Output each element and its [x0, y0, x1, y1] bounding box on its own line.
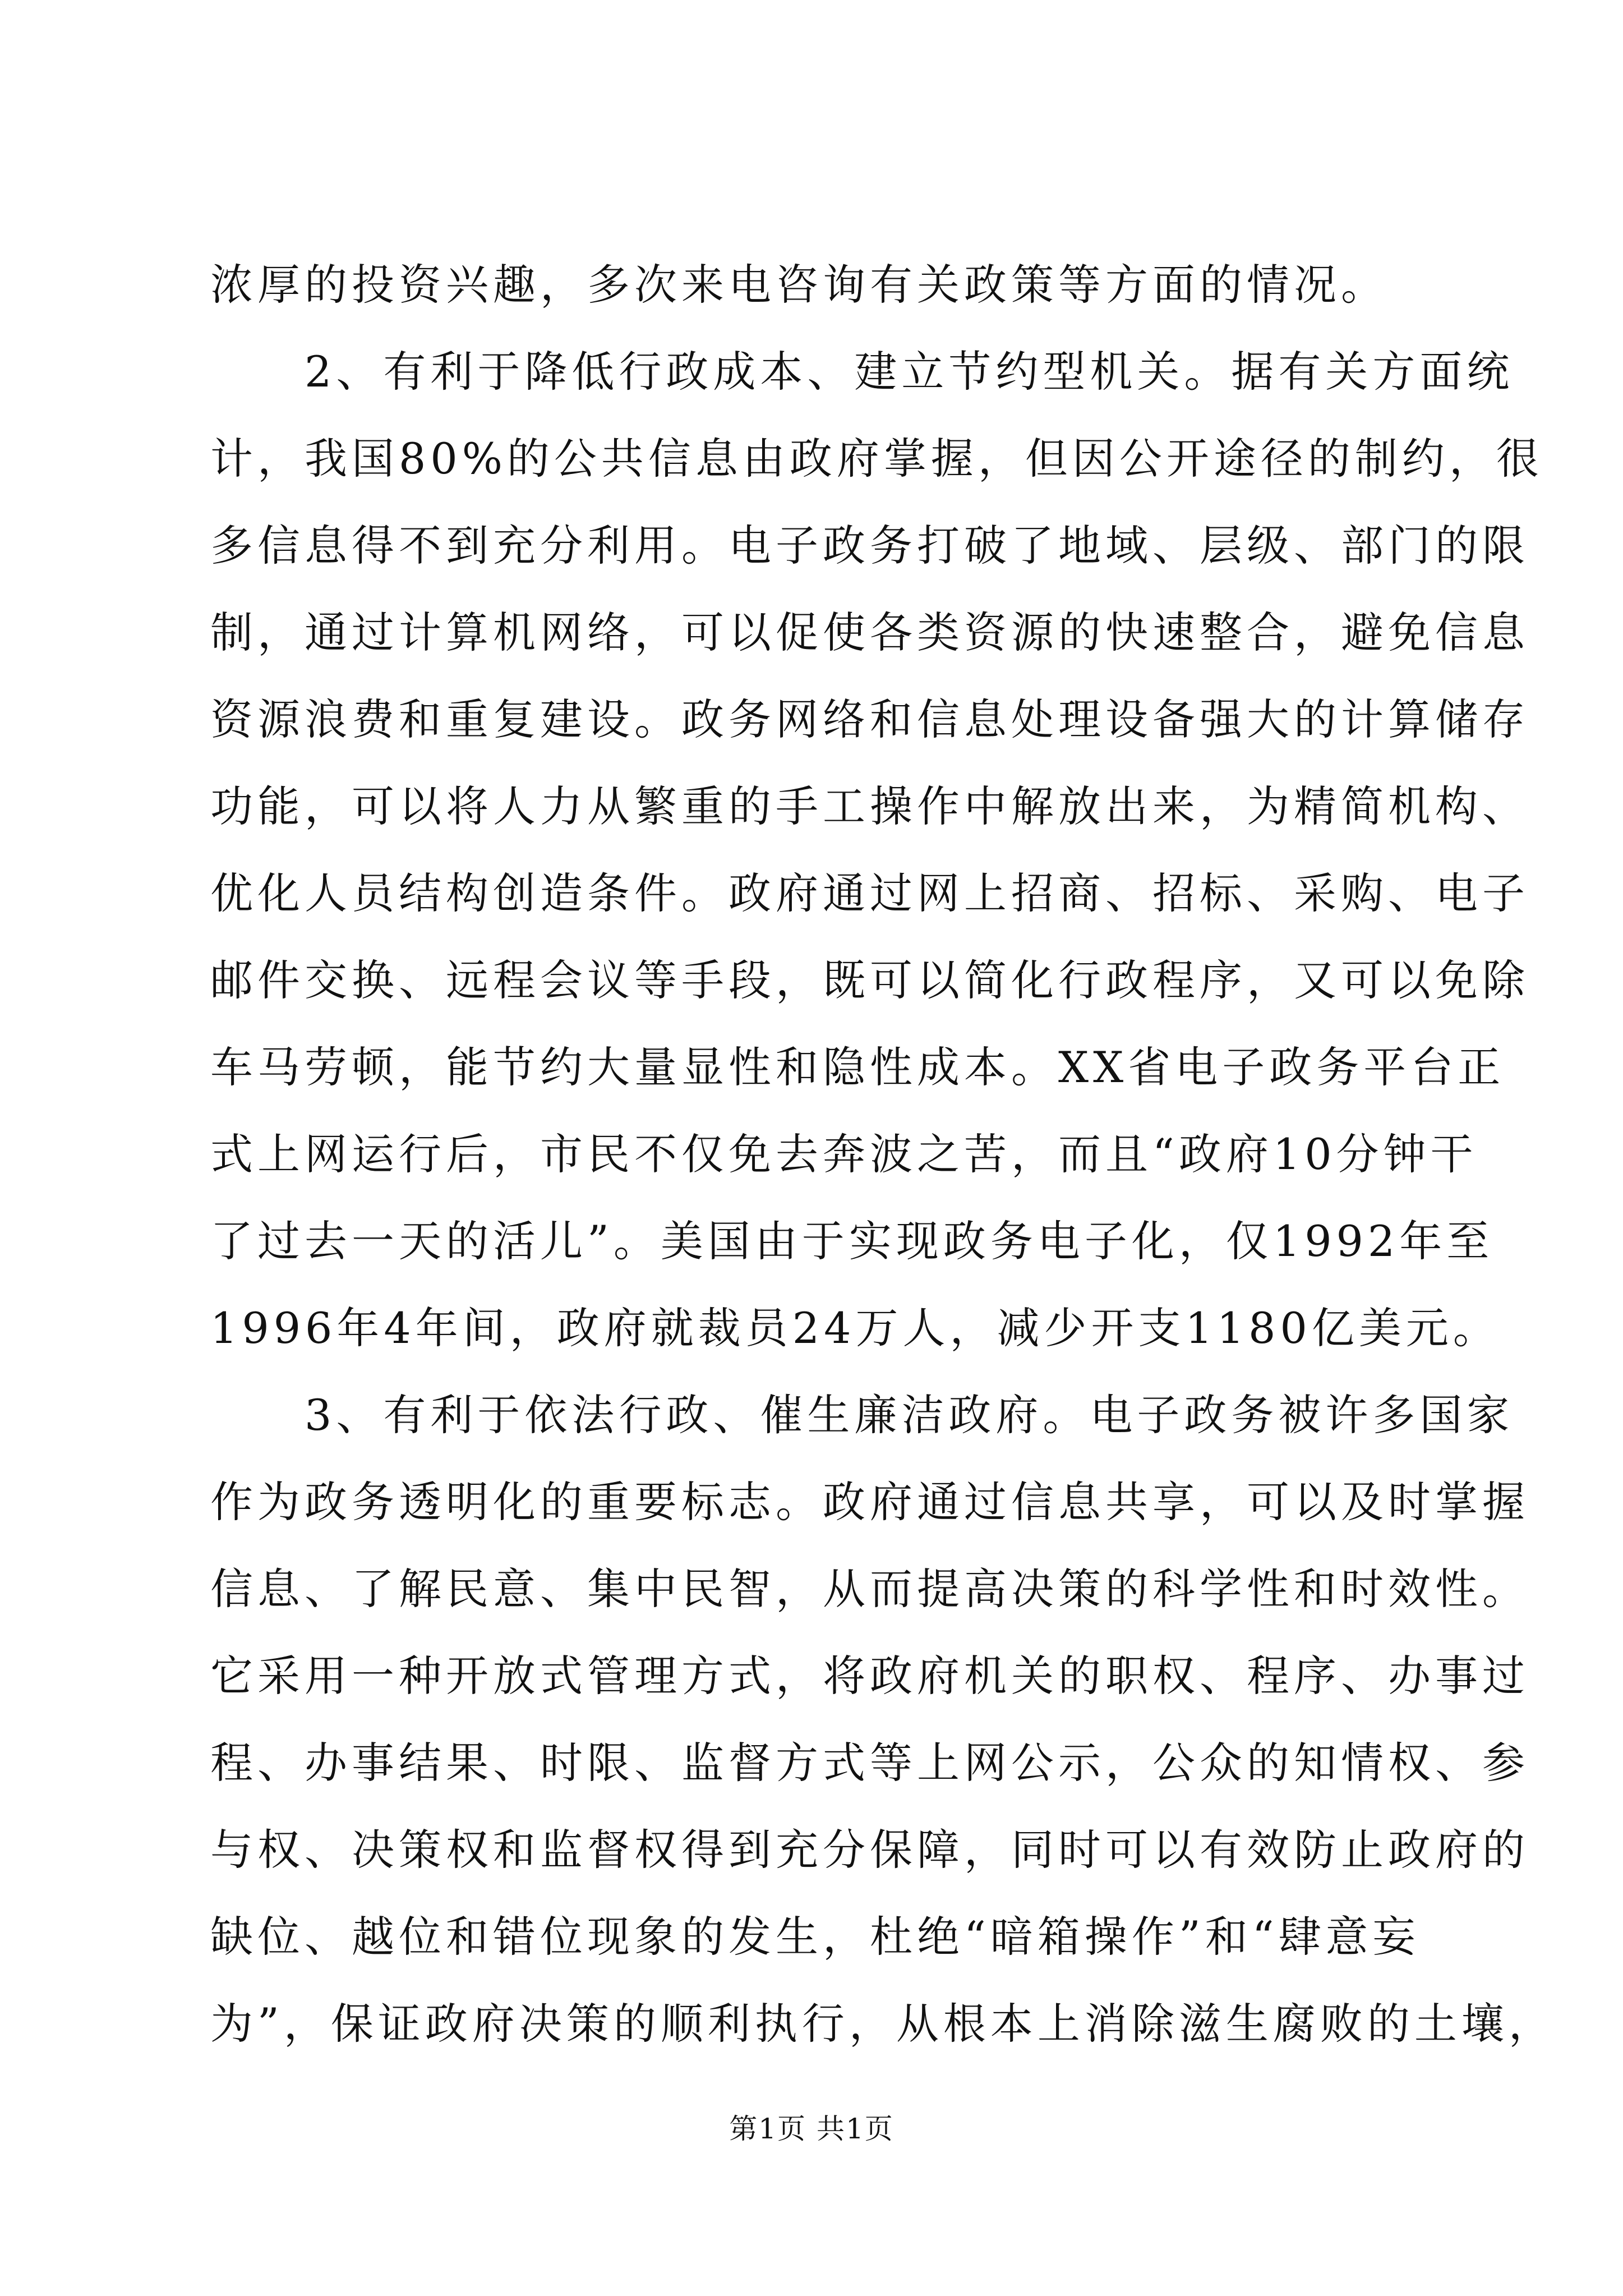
text-line: 了过去一天的活儿”。美国由于实现政务电子化，仅1992年至 — [210, 1216, 1494, 1266]
text-line: 与权、决策权和监督权得到充分保障，同时可以有效防止政府的 — [210, 1825, 1529, 1875]
text-line: 多信息得不到充分利用。电子政务打破了地域、层级、部门的限 — [210, 521, 1529, 570]
text-line: 程、办事结果、时限、监督方式等上网公示，公众的知情权、参 — [210, 1738, 1529, 1788]
paragraph-2-heading-line: 2、有利于降低行政成本、建立节约型机关。据有关方面统 — [305, 347, 1514, 397]
body-text — [210, 241, 1556, 2067]
text-line: 车马劳顿，能节约大量显性和隐性成本。XX省电子政务平台正 — [210, 1042, 1505, 1092]
page-footer: 第1页 共1页 — [729, 2113, 894, 2145]
text-line: 优化人员结构创造条件。政府通过网上招商、招标、采购、电子 — [210, 868, 1529, 918]
text-line: 制，通过计算机网络，可以促使各类资源的快速整合，避免信息 — [210, 608, 1529, 657]
text-line: 它采用一种开放式管理方式，将政府机关的职权、程序、办事过 — [210, 1651, 1529, 1701]
text-line: 邮件交换、远程会议等手段，既可以简化行政程序，又可以免除 — [210, 955, 1529, 1005]
text-line: 资源浪费和重复建设。政务网络和信息处理设备强大的计算储存 — [210, 694, 1529, 744]
text-line: 浓厚的投资兴趣，多次来电咨询有关政策等方面的情况。 — [210, 260, 1388, 310]
text-line: 功能，可以将人力从繁重的手工操作中解放出来，为精简机构、 — [210, 781, 1529, 831]
text-line: 为”，保证政府决策的顺利执行，从根本上消除滋生腐败的土壤， — [210, 1999, 1556, 2049]
text-line: 缺位、越位和错位现象的发生，杜绝“暗箱操作”和“肆意妄 — [210, 1912, 1420, 1962]
text-line: 式上网运行后，市民不仅免去奔波之苦，而且“政府10分钟干 — [210, 1129, 1478, 1179]
text-line: 计，我国80%的公共信息由政府掌握，但因公开途径的制约，很 — [210, 434, 1543, 484]
paragraph-3-heading-line: 3、有利于依法行政、催生廉洁政府。电子政务被许多国家 — [305, 1390, 1514, 1440]
text-line: 作为政务透明化的重要标志。政府通过信息共享，可以及时掌握 — [210, 1477, 1529, 1527]
text-line: 1996年4年间，政府就裁员24万人，减少开支1180亿美元。 — [210, 1303, 1500, 1353]
text-line: 信息、了解民意、集中民智，从而提高决策的科学性和时效性。 — [210, 1564, 1529, 1614]
